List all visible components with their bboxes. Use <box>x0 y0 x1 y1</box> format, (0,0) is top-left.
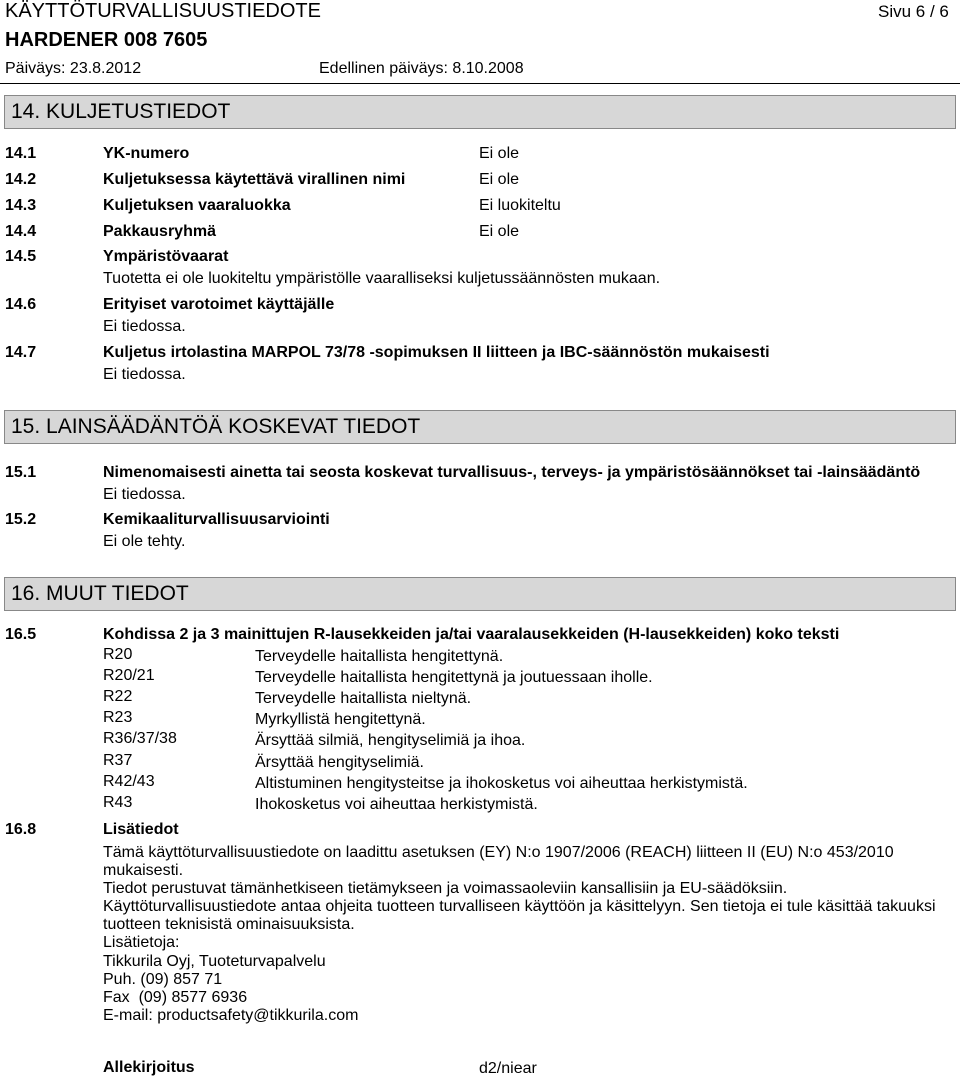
item-number: 14.6 <box>5 296 37 313</box>
product-name: HARDENER 008 7605 <box>5 29 208 51</box>
basis-paragraph: Tiedot perustuvat tämänhetkiseen tietämykseen ja voimassaoleviin kansallisiin ja EU-säädöksiin. <box>103 880 788 898</box>
item-number: 14.4 <box>5 223 37 240</box>
phrase-text: Terveydelle haitallista nieltynä. <box>255 690 472 707</box>
section-14-heading: 14. KULJETUSTIEDOT <box>4 95 956 129</box>
item-label: Kuljetus irtolastina MARPOL 73/78 -sopimuksen II liitteen ja IBC-säännöstön mukaisesti <box>103 344 770 361</box>
page-number: Sivu 6 / 6 <box>878 2 949 21</box>
disclaimer-paragraph: Käyttöturvallisuustiedote antaa ohjeita tuotteen turvalliseen käyttöön ja käsittelyyn. Sen tietoja ei tule käsittää takuuksi tuotteen teknisistä ominaisuuksista. <box>103 898 936 934</box>
item-number: 15.2 <box>5 511 37 528</box>
item-label: Lisätiedot <box>103 821 179 838</box>
contact-heading: Lisätietoja: <box>103 934 180 952</box>
item-text: Ei tiedossa. <box>103 366 186 383</box>
previous-date: Edellinen päiväys: 8.10.2008 <box>319 60 524 77</box>
item-number: 16.8 <box>5 821 37 838</box>
phrase-text: Ärsyttää hengityselimiä. <box>255 754 424 771</box>
item-label: Kemikaaliturvallisuusarviointi <box>103 511 330 528</box>
document-title: KÄYTTÖTURVALLISUUSTIEDOTE <box>5 0 321 22</box>
fax-number: Fax (09) 8577 6936 <box>103 988 248 1006</box>
item-text: Ei tiedossa. <box>103 486 186 503</box>
item-label: Ympäristövaarat <box>103 248 229 265</box>
section-15-heading: 15. LAINSÄÄDÄNTÖÄ KOSKEVAT TIEDOT <box>4 410 956 444</box>
item-value: Ei ole <box>479 145 520 162</box>
signature-label: Allekirjoitus <box>103 1059 195 1076</box>
phrase-code: R42/43 <box>103 773 155 790</box>
phrase-text: Altistuminen hengitysteitse ja ihokosketus voi aiheuttaa herkistymistä. <box>255 775 748 792</box>
additional-info <box>103 844 958 1025</box>
item-number: 14.3 <box>5 197 37 214</box>
item-label: Erityiset varotoimet käyttäjälle <box>103 296 335 313</box>
signature-value: d2/niear <box>479 1060 537 1077</box>
item-number: 16.5 <box>5 626 37 643</box>
item-label: Kuljetuksessa käytettävä virallinen nimi <box>103 171 406 188</box>
regulation-paragraph: Tämä käyttöturvallisuustiedote on laadittu asetuksen (EY) N:o 1907/2006 (REACH) liitteen II (EU) N:o 453/2010 mukaisesti. <box>103 844 894 880</box>
phrase-code: R36/37/38 <box>103 730 177 747</box>
item-label: Nimenomaisesti ainetta tai seosta koskevat turvallisuus-, terveys- ja ympäristösäännökset tai -lainsäädäntö <box>103 464 921 481</box>
item-number: 15.1 <box>5 464 37 481</box>
item-value: Ei ole <box>479 171 520 188</box>
item-text: Ei tiedossa. <box>103 318 186 335</box>
company-name: Tikkurila Oyj, Tuoteturvapalvelu <box>103 952 326 970</box>
phrase-code: R43 <box>103 794 133 811</box>
phone-number: Puh. (09) 857 71 <box>103 970 223 988</box>
item-label: Kuljetuksen vaaraluokka <box>103 197 291 214</box>
issue-date: Päiväys: 23.8.2012 <box>5 60 142 77</box>
item-text: Tuotetta ei ole luokiteltu ympäristölle vaaralliseksi kuljetussäännösten mukaan. <box>103 270 661 287</box>
email-address: E-mail: productsafety@tikkurila.com <box>103 1006 359 1024</box>
phrase-text: Ihokosketus voi aiheuttaa herkistymistä. <box>255 796 538 813</box>
phrase-text: Terveydelle haitallista hengitettynä ja joutuessaan iholle. <box>255 669 653 686</box>
item-label: Kohdissa 2 ja 3 mainittujen R-lausekkeiden ja/tai vaaralausekkeiden (H-lausekkeiden) koko teksti <box>103 626 840 643</box>
item-number: 14.1 <box>5 145 37 162</box>
phrase-code: R20 <box>103 646 133 663</box>
item-number: 14.2 <box>5 171 37 188</box>
phrase-code: R22 <box>103 688 133 705</box>
item-text: Ei ole tehty. <box>103 533 186 550</box>
phrase-text: Ärsyttää silmiä, hengityselimiä ja ihoa. <box>255 732 526 749</box>
phrase-text: Myrkyllistä hengitettynä. <box>255 711 426 728</box>
item-label: YK-numero <box>103 145 190 162</box>
item-number: 14.5 <box>5 248 37 265</box>
section-16-heading: 16. MUUT TIEDOT <box>4 577 956 611</box>
item-value: Ei ole <box>479 223 520 240</box>
item-value: Ei luokiteltu <box>479 197 561 214</box>
item-label: Pakkausryhmä <box>103 223 216 240</box>
header-divider <box>0 83 960 84</box>
phrase-code: R23 <box>103 709 133 726</box>
item-number: 14.7 <box>5 344 37 361</box>
phrase-code: R20/21 <box>103 667 155 684</box>
phrase-code: R37 <box>103 752 133 769</box>
phrase-text: Terveydelle haitallista hengitettynä. <box>255 648 504 665</box>
